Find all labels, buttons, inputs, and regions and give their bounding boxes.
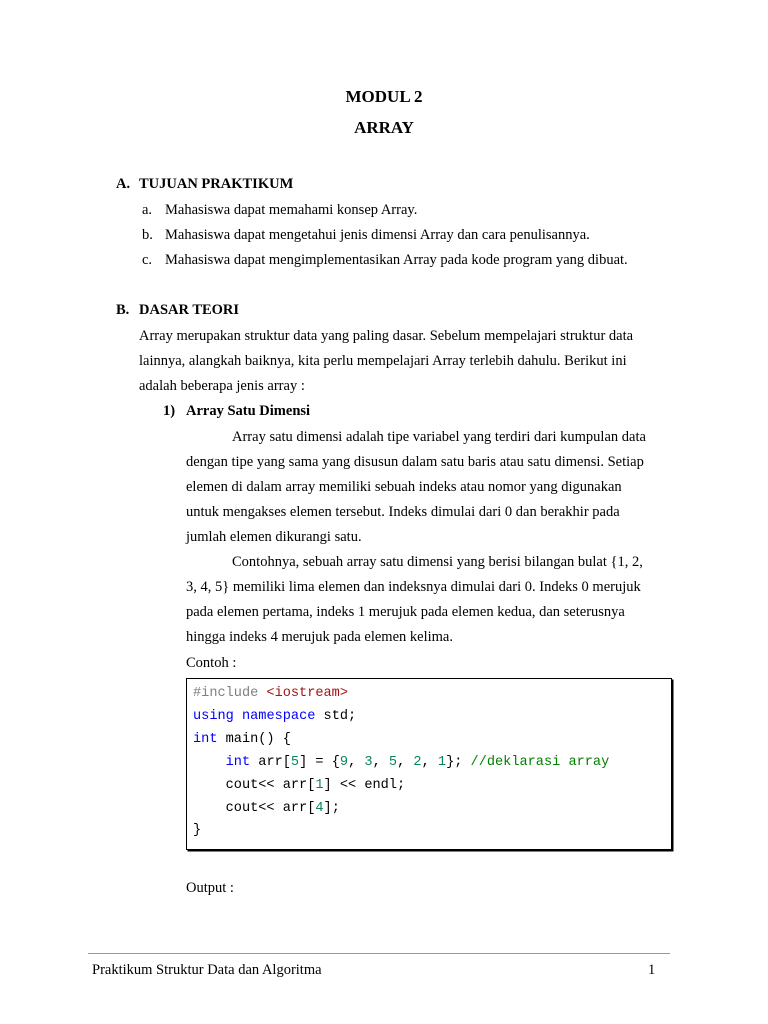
module-title: MODUL 2 <box>345 87 423 106</box>
paragraph-line: hingga indeks 4 merujuk pada elemen kelima. <box>186 629 453 645</box>
code-line <box>193 684 348 704</box>
intro-text-line: lainnya, alangkah baiknya, kita perlu mempelajari Array terlebih dahulu. Berikut ini <box>139 353 627 369</box>
section-a-heading: TUJUAN PRAKTIKUM <box>139 176 294 192</box>
code-block <box>186 678 672 850</box>
objective-item: Mahasiswa dapat mengetahui jenis dimensi Array dan cara penulisannya. <box>165 227 590 243</box>
code-token: , <box>397 755 414 770</box>
code-token: 5 <box>290 755 300 770</box>
paragraph-line: jumlah elemen dikurangi satu. <box>186 529 362 545</box>
code-token: 1 <box>437 755 447 770</box>
code-token: arr[ <box>250 755 291 770</box>
code-token: 3 <box>364 755 373 770</box>
code-token: , <box>421 755 438 770</box>
objective-item: Mahasiswa dapat mengimplementasikan Array pada kode program yang dibuat. <box>165 252 628 268</box>
objective-marker: b. <box>142 227 153 243</box>
output-label: Output : <box>186 880 234 896</box>
code-token <box>234 709 242 724</box>
code-token: cout<< arr[ <box>193 801 316 816</box>
code-token: ]; <box>323 801 340 816</box>
code-token: 5 <box>388 755 398 770</box>
footer-divider <box>88 953 670 954</box>
code-token: //deklarasi array <box>470 755 610 770</box>
code-token: 4 <box>315 801 324 816</box>
code-token: main() { <box>217 732 291 747</box>
code-token: cout<< arr[ <box>193 778 316 793</box>
code-token: , <box>372 755 389 770</box>
module-subtitle: ARRAY <box>354 118 414 137</box>
code-token: , <box>348 755 365 770</box>
objective-marker: c. <box>142 252 153 268</box>
code-token: }; <box>446 755 471 770</box>
code-token: <iostream> <box>266 686 348 701</box>
intro-text-line: Array merupakan struktur data yang paling dasar. Sebelum mempelajari struktur data <box>139 328 634 344</box>
objective-item: Mahasiswa dapat memahami konsep Array. <box>165 202 418 218</box>
paragraph-line: untuk mengakses elemen tersebut. Indeks dimulai dari 0 dan berakhir pada <box>186 504 620 520</box>
code-token: int <box>225 755 251 770</box>
code-token <box>193 755 226 770</box>
code-token: 2 <box>413 755 422 770</box>
code-token: std; <box>315 709 357 724</box>
example-label: Contoh : <box>186 655 237 671</box>
code-line <box>193 821 201 841</box>
code-line <box>193 799 340 819</box>
section-b-marker: B. <box>116 302 130 318</box>
code-line <box>193 707 356 727</box>
paragraph-line: 3, 4, 5} memiliki lima elemen dan indeksnya dimulai dari 0. Indeks 0 merujuk <box>186 579 641 595</box>
code-token: } <box>193 823 202 838</box>
page-number: 1 <box>648 962 656 978</box>
code-token: namespace <box>241 709 316 724</box>
section-a-marker: A. <box>116 176 131 192</box>
subsection-heading: Array Satu Dimensi <box>186 403 311 419</box>
code-token: ] = { <box>299 755 340 770</box>
paragraph-line: pada elemen pertama, indeks 1 merujuk pada elemen kedua, dan seterusnya <box>186 604 625 620</box>
code-token: using <box>193 709 234 724</box>
code-token: 1 <box>315 778 324 793</box>
code-line <box>193 730 291 750</box>
code-token: 9 <box>339 755 349 770</box>
objective-marker: a. <box>142 202 153 218</box>
paragraph-line: dengan tipe yang sama yang disusun dalam satu baris atau satu dimensi. Setiap <box>186 454 644 470</box>
code-token: ] << endl; <box>323 778 406 793</box>
subsection-marker: 1) <box>163 403 176 419</box>
code-line <box>193 753 609 773</box>
code-token: #include <box>193 686 267 701</box>
section-b-heading: DASAR TEORI <box>139 302 240 318</box>
code-token: int <box>193 732 218 747</box>
paragraph-line: Array satu dimensi adalah tipe variabel yang terdiri dari kumpulan data <box>232 429 646 445</box>
paragraph-line: Contohnya, sebuah array satu dimensi yang berisi bilangan bulat {1, 2, <box>232 554 643 570</box>
code-line <box>193 776 405 796</box>
intro-text-line: adalah beberapa jenis array : <box>139 378 305 394</box>
paragraph-line: elemen di dalam array memiliki sebuah indeks atau nomor yang digunakan <box>186 479 622 495</box>
footer-title: Praktikum Struktur Data dan Algoritma <box>92 962 322 978</box>
